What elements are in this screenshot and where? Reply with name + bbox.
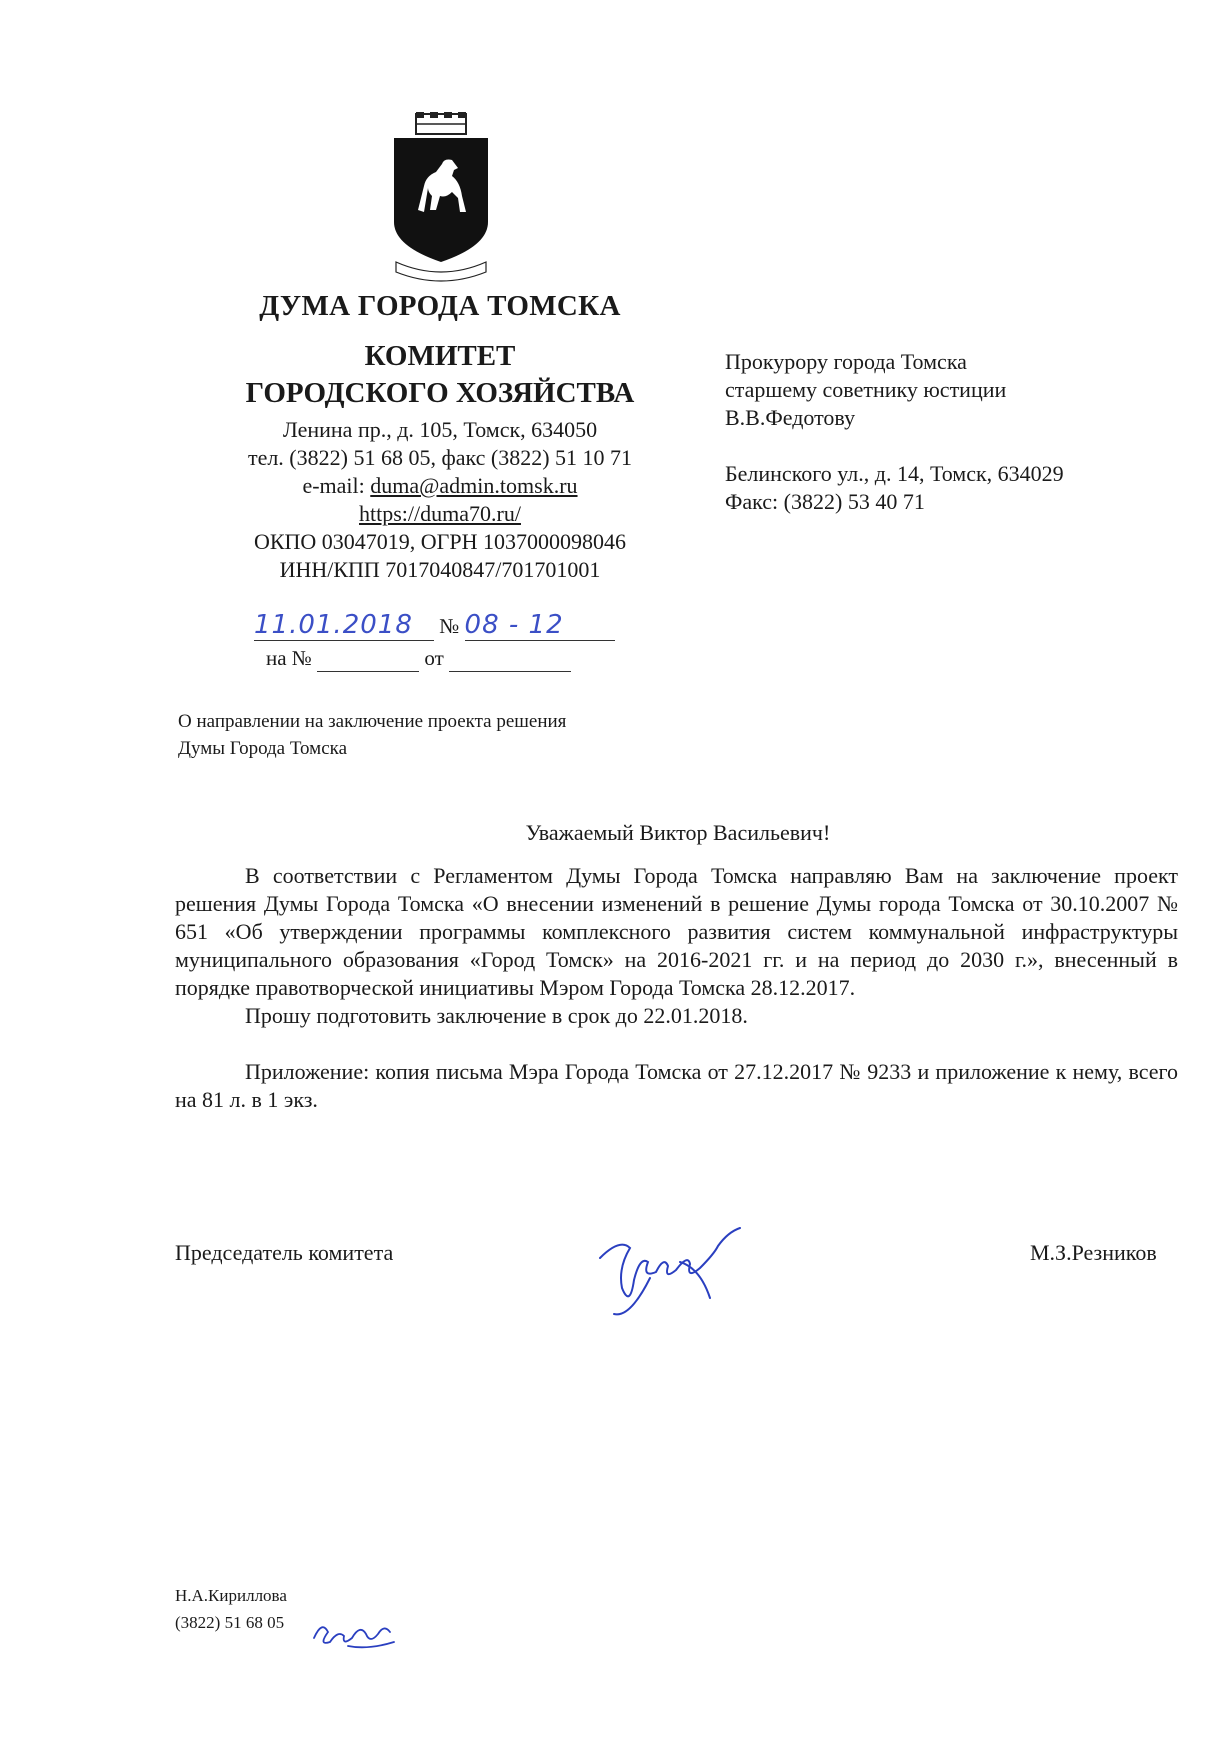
- committee-line1: КОМИТЕТ: [364, 340, 516, 372]
- registration-number: 08 - 12: [464, 610, 564, 640]
- email-label: e-mail:: [302, 473, 371, 498]
- executor-name: Н.А.Кириллова: [175, 1586, 287, 1605]
- registration-date: 11.01.2018: [254, 610, 413, 640]
- okpo-ogrn: ОКПО 03047019, ОГРН 1037000098046: [253, 529, 627, 554]
- subject: [178, 708, 698, 762]
- recipient-address: Белинского ул., д. 14, Томск, 634029: [725, 461, 1064, 486]
- phone-fax: тел. (3822) 51 68 05, факс (3822) 51 10 71: [247, 445, 633, 470]
- executor-block: [175, 1582, 287, 1636]
- executor-phone: (3822) 51 68 05: [175, 1613, 285, 1632]
- recipient-block: [725, 348, 1185, 516]
- website-link[interactable]: https://duma70.ru/: [359, 501, 521, 526]
- subject-line1: О направлении на заключение проекта решения: [178, 711, 567, 732]
- letter-body: [175, 862, 1178, 1114]
- recipient-name: В.В.Федотову: [725, 405, 856, 430]
- attachment-note: Приложение: копия письма Мэра Города Томска от 27.12.2017 № 9233 и приложение к нему, всего на 81 л. в 1 экз.: [175, 1059, 1178, 1112]
- ref-label: на №: [266, 646, 312, 670]
- signature-handwritten: [590, 1218, 770, 1328]
- email-link[interactable]: duma@admin.tomsk.ru: [370, 473, 578, 498]
- executor-initials: [308, 1612, 400, 1654]
- signer-role: Председатель комитета: [175, 1240, 394, 1265]
- website-line: [190, 500, 690, 528]
- recipient-line2: старшему советнику юстиции: [725, 377, 1007, 402]
- recipient-line1: Прокурору города Томска: [725, 349, 967, 374]
- greeting: Уважаемый Виктор Васильевич!: [525, 820, 831, 845]
- registration-block: [254, 610, 634, 674]
- body-paragraph-1: В соответствии с Регламентом Думы Города Томска направляю Вам на заключение проект решения Думы Города Томска «О внесении изменений в решение Думы города Томска от 30.10.2007 № 651 «Об утверждении программы комплексного развития систем коммунальной инфраструктуры муниципального образования «Город Томск» на 2016-2021 гг. и на период до 2030 г.», внесенный в порядке правотворческой инициативы Мэром Города Томска 28.12.2017.: [175, 863, 1178, 1000]
- coat-of-arms: [388, 112, 494, 282]
- horse-crest-icon: [388, 112, 494, 282]
- from-label: от: [424, 646, 444, 670]
- committee-name: [200, 338, 680, 412]
- subject-line2: Думы Города Томска: [178, 738, 348, 759]
- body-paragraph-2: Прошу подготовить заключение в срок до 22.01.2018.: [245, 1003, 748, 1028]
- recipient-fax: Факс: (3822) 53 40 71: [725, 489, 925, 514]
- inn-kpp: ИНН/КПП 7017040847/701701001: [279, 557, 601, 582]
- contact-block: [190, 416, 690, 584]
- email-line: [190, 472, 690, 500]
- signer-name: М.З.Резников: [1030, 1240, 1157, 1265]
- committee-line2: ГОРОДСКОГО ХОЗЯЙСТВА: [245, 377, 635, 409]
- org-title: ДУМА ГОРОДА ТОМСКА: [259, 290, 621, 322]
- number-label: №: [439, 614, 460, 638]
- address: Ленина пр., д. 105, Томск, 634050: [282, 417, 598, 442]
